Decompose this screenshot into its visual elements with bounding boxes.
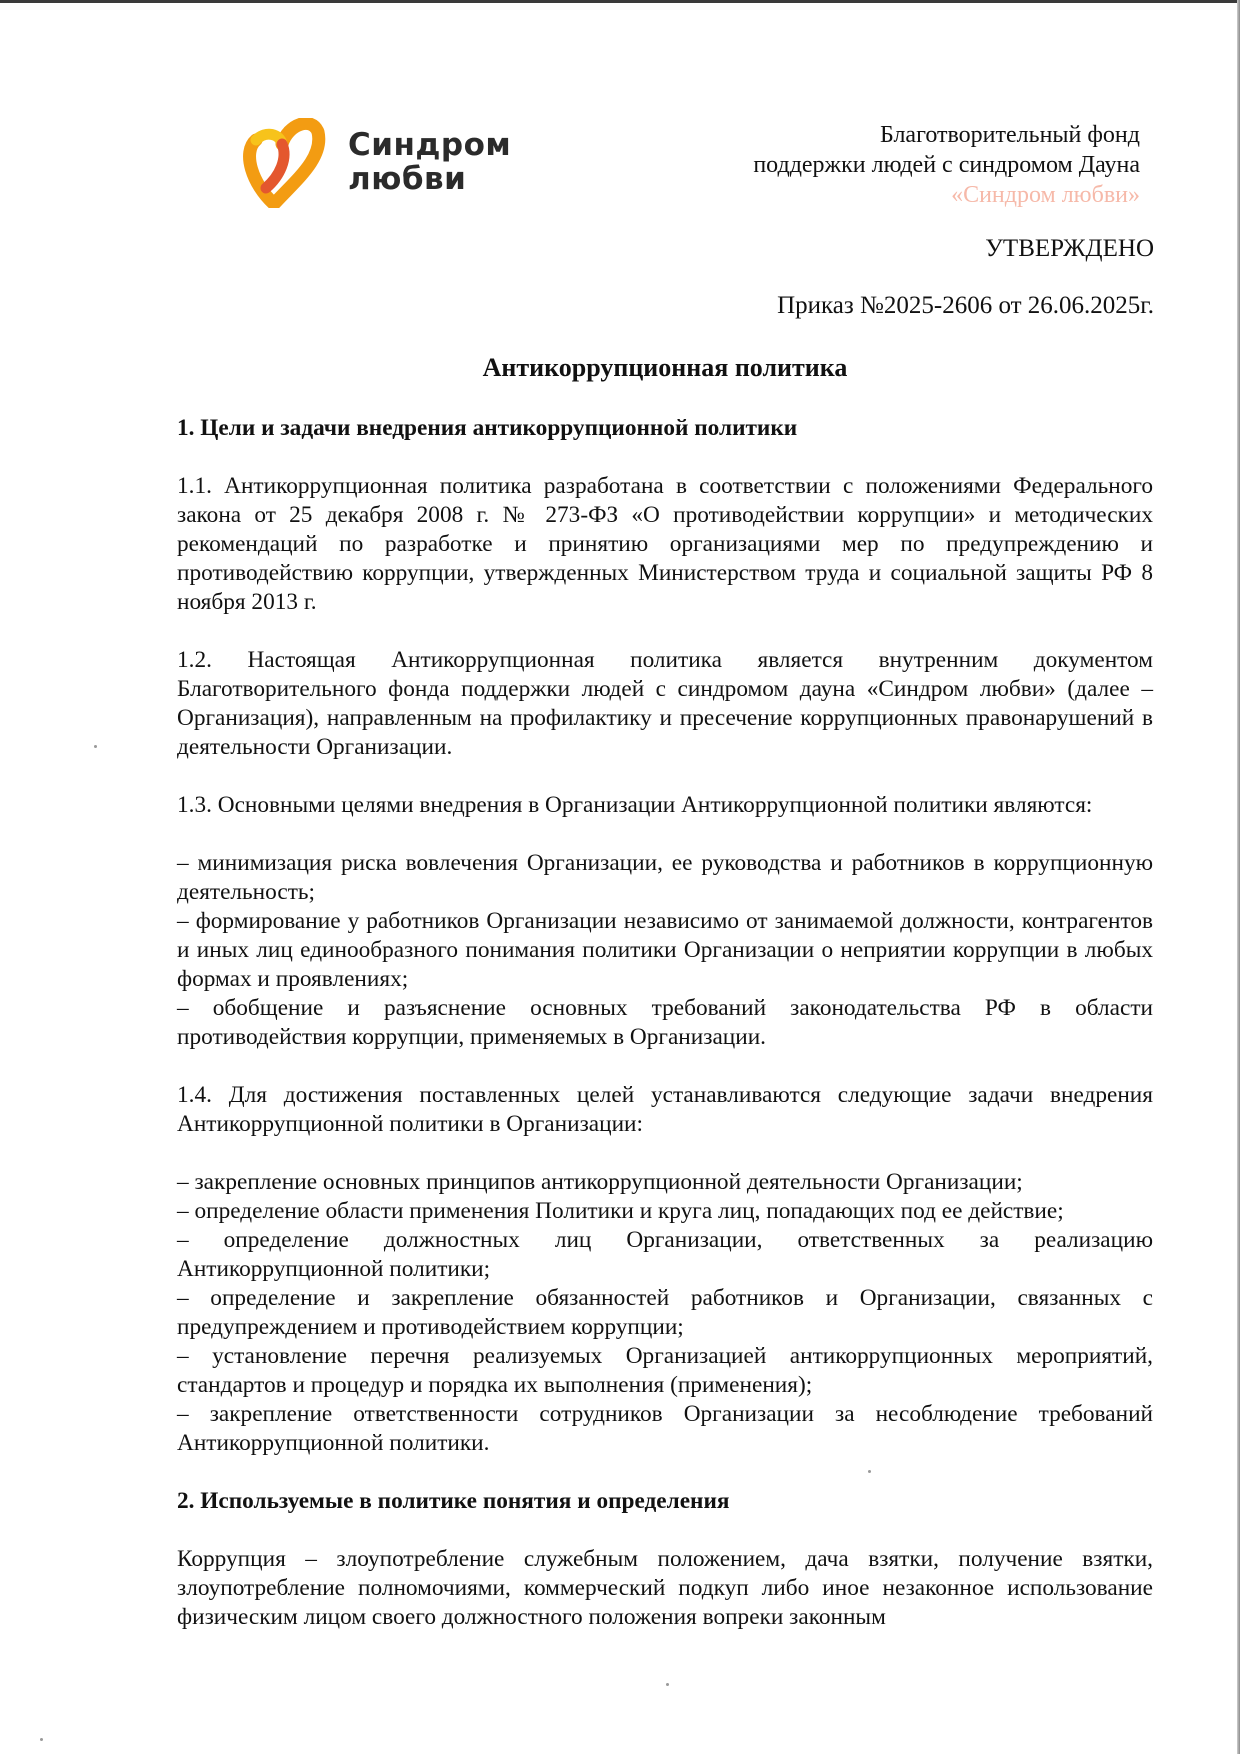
- logo-line2: любви: [348, 161, 467, 197]
- org-line-1: Благотворительный фонд: [879, 122, 1140, 148]
- task-item: – определение области применения Политики и круга лиц, попадающих под ее действие;: [177, 1198, 1064, 1224]
- task-item: – закрепление ответственности сотрудников Организации за несоблюдение требований Антикоррупционной политики.: [177, 1401, 1153, 1456]
- logo-text: [348, 128, 511, 196]
- task-item: – определение должностных лиц Организации, ответственных за реализацию Антикоррупционной политики;: [177, 1227, 1153, 1282]
- document-body: [177, 414, 1153, 1632]
- goal-item: – минимизация риска вовлечения Организации, ее руководства и работников в коррупционную деятельность;: [177, 850, 1153, 905]
- scan-speck: [868, 1470, 871, 1473]
- scan-edge-top: [0, 0, 1240, 3]
- paragraph-1-1: 1.1. Антикоррупционная политика разработана в соответствии с положениями Федерального закона от 25 декабря 2008 г. № 273-ФЗ «О противодействии коррупции» и методических рекомендаций по разработке и принятию организациями мер по предупреждению и противодействию коррупции, утвержденных Министерством труда и социальной защиты РФ 8 ноября 2013 г.: [177, 473, 1153, 615]
- tasks-list: [177, 1168, 1153, 1458]
- goal-item: – обобщение и разъяснение основных требований законодательства РФ в области противодействия коррупции, применяемых в Организации.: [177, 995, 1153, 1050]
- organization-name: [580, 120, 1140, 210]
- task-item: – определение и закрепление обязанностей работников и Организации, связанных с предупреждением и противодействием коррупции;: [177, 1285, 1153, 1340]
- foundation-logo: [238, 118, 512, 208]
- section-1-heading: 1. Цели и задачи внедрения антикоррупционной политики: [177, 415, 798, 441]
- goal-item: – формирование у работников Организации независимо от занимаемой должности, контрагентов и иных лиц единообразного понимания политики Организации о неприятии коррупции в любых формах и проявлениях;: [177, 908, 1153, 992]
- scan-speck: [666, 1683, 669, 1686]
- paragraph-corruption-definition: Коррупция – злоупотребление служебным положением, дача взятки, получение взятки, злоупотребление полномочиями, коммерческий подкуп либо иное незаконное использование физическим лицом своего должностного положения вопреки законным: [177, 1546, 1153, 1630]
- task-item: – установление перечня реализуемых Организацией антикоррупционных мероприятий, стандартов и процедур и порядка их выполнения (применения);: [177, 1343, 1153, 1398]
- org-line-2: поддержки людей с синдромом Дауна: [753, 152, 1140, 178]
- document-title: Антикоррупционная политика: [482, 353, 848, 382]
- approval-stamp-text: УТВЕРЖДЕНО: [985, 235, 1154, 262]
- section-2-heading: 2. Используемые в политике понятия и определения: [177, 1488, 730, 1514]
- scan-speck: [94, 745, 97, 748]
- task-item: – закрепление основных принципов антикоррупционной деятельности Организации;: [177, 1169, 1023, 1195]
- paragraph-1-2: 1.2. Настоящая Антикоррупционная политика является внутренним документом Благотворительного фонда поддержки людей с синдромом дауна «Синдром любви» (далее – Организация), направленным на профилактику и пресечение коррупционных правонарушений в деятельности Организации.: [177, 647, 1153, 760]
- order-reference: Приказ №2025-2606 от 26.06.2025г.: [777, 292, 1154, 319]
- goals-list: [177, 849, 1153, 1052]
- paragraph-1-3: 1.3. Основными целями внедрения в Организации Антикоррупционной политики являются:: [177, 792, 1093, 818]
- org-line-3: «Синдром любви»: [951, 182, 1140, 208]
- heart-logo-icon: [238, 118, 338, 208]
- scan-speck: [40, 1738, 43, 1741]
- logo-line1: Синдром: [348, 127, 512, 163]
- paragraph-1-4: 1.4. Для достижения поставленных целей устанавливаются следующие задачи внедрения Антикоррупционной политики в Организации:: [177, 1082, 1153, 1137]
